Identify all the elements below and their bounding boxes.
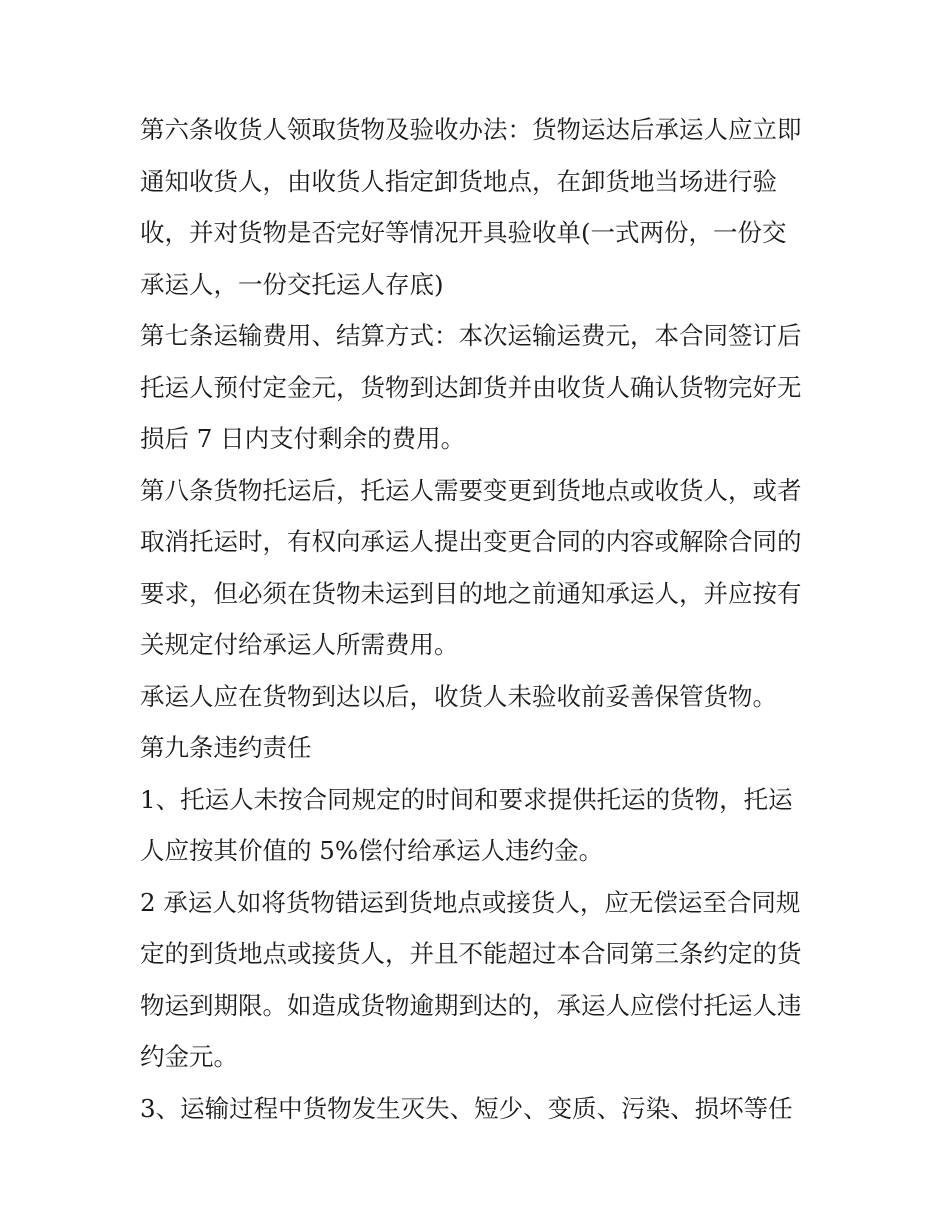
text-line: 2 承运人如将货物错运到货地点或接货人，应无偿运至合同规: [140, 887, 801, 917]
document-body: [140, 104, 820, 1134]
text-line: 取消托运时，有权向承运人提出变更合同的内容或解除合同的: [140, 527, 802, 556]
text-line: 第九条违约责任: [140, 733, 312, 762]
text-line: 第七条运输费用、结算方式：本次运输运费元，本合同签订后: [140, 321, 802, 350]
text-line: 定的到货地点或接货人，并且不能超过本合同第三条约定的货: [140, 939, 802, 968]
text-line: 第八条货物托运后，托运人需要变更到货地点或收货人，或者: [140, 475, 802, 505]
text-line: 损后 7 日内支付剩余的费用。: [140, 424, 466, 453]
text-line: 要求，但必须在货物未运到目的地之前通知承运人，并应按有: [140, 578, 802, 608]
text-line: 收，并对货物是否完好等情况开具验收单(一式两份，一份交: [140, 218, 787, 247]
text-line: 第六条收货人领取货物及验收办法：货物运达后承运人应立即: [140, 115, 802, 144]
text-line: 3、运输过程中货物发生灭失、短少、变质、污染、损坏等任: [140, 1093, 793, 1123]
text-line: 托运人预付定金元，货物到达卸货并由收货人确认货物完好无: [140, 372, 802, 402]
text-line: 承运人，一份交托运人存底): [140, 269, 444, 299]
text-line: 约金元。: [140, 1042, 238, 1071]
text-line: 关规定付给承运人所需费用。: [140, 630, 459, 659]
text-line: 1、托运人未按合同规定的时间和要求提供托运的货物，托运: [140, 784, 793, 814]
text-line: 通知收货人，由收货人指定卸货地点，在卸货地当场进行验: [140, 166, 777, 196]
text-line: 人应按其价值的 5%偿付给承运人违约金。: [140, 836, 604, 865]
text-line: 承运人应在货物到达以后，收货人未验收前妥善保管货物。: [140, 681, 777, 711]
text-line: 物运到期限。如造成货物逾期到达的，承运人应偿付托运人违: [140, 990, 802, 1020]
